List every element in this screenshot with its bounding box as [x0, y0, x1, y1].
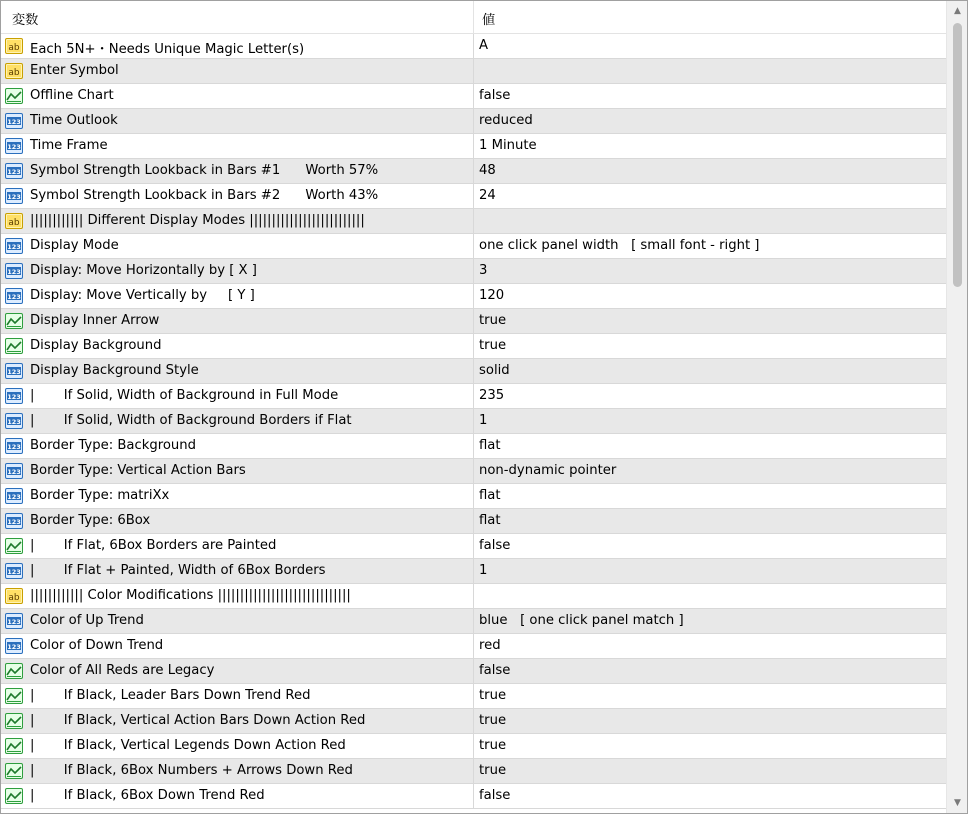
boolean-type-icon	[5, 663, 23, 679]
parameter-value[interactable]: flat	[479, 513, 501, 528]
svg-text:123: 123	[7, 568, 21, 576]
parameter-row[interactable]	[1, 284, 946, 309]
parameter-name: Each 5N+・Needs Unique Magic Letter(s)	[30, 42, 305, 57]
parameter-name: Border Type: 6Box	[30, 513, 151, 528]
column-divider	[473, 309, 474, 334]
integer-type-icon	[5, 138, 23, 154]
parameter-row[interactable]	[1, 34, 946, 59]
svg-text:ab: ab	[8, 68, 20, 78]
parameter-name: Color of Up Trend	[30, 613, 144, 628]
parameter-name: Display Background Style	[30, 363, 199, 378]
parameter-value[interactable]: 120	[479, 288, 505, 303]
boolean-type-icon	[5, 538, 23, 554]
integer-type-icon	[5, 388, 23, 404]
parameter-row[interactable]	[1, 609, 946, 634]
column-divider	[473, 734, 474, 759]
svg-text:ab: ab	[8, 43, 20, 53]
svg-text:123: 123	[7, 118, 21, 126]
integer-type-icon	[5, 638, 23, 654]
column-divider	[473, 159, 474, 184]
parameter-value[interactable]: one click panel width [ small font - right ]	[479, 238, 760, 253]
svg-text:123: 123	[7, 468, 21, 476]
integer-type-icon	[5, 613, 23, 629]
grid-header	[1, 1, 946, 34]
column-divider	[473, 459, 474, 484]
parameter-row[interactable]	[1, 759, 946, 784]
column-divider	[473, 109, 474, 134]
integer-type-icon	[5, 113, 23, 129]
boolean-type-icon	[5, 738, 23, 754]
parameter-row[interactable]	[1, 359, 946, 384]
parameter-name: Time Outlook	[30, 113, 118, 128]
parameter-name: Display: Move Horizontally by [ X ]	[30, 263, 257, 278]
parameter-value[interactable]: false	[479, 788, 511, 803]
column-divider	[473, 484, 474, 509]
parameter-value[interactable]: blue [ one click panel match ]	[479, 613, 684, 628]
column-divider	[473, 409, 474, 434]
parameter-row[interactable]	[1, 534, 946, 559]
parameter-name: Display Background	[30, 338, 162, 353]
parameters-grid	[1, 1, 946, 813]
parameter-value[interactable]: 1	[479, 413, 488, 428]
column-divider	[473, 184, 474, 209]
column-divider	[473, 334, 474, 359]
parameter-row[interactable]	[1, 184, 946, 209]
parameter-value[interactable]: true	[479, 713, 507, 728]
column-divider	[473, 84, 474, 109]
svg-text:123: 123	[7, 293, 21, 301]
string-type-icon	[5, 38, 23, 54]
column-divider	[473, 784, 474, 809]
parameter-value[interactable]: true	[479, 688, 507, 703]
svg-text:123: 123	[7, 268, 21, 276]
parameter-name: | If Black, 6Box Numbers + Arrows Down Red	[30, 763, 353, 778]
svg-text:123: 123	[7, 243, 21, 251]
parameter-value[interactable]: A	[479, 38, 489, 53]
column-header-variable[interactable]: 変数	[12, 13, 39, 28]
vertical-scrollbar[interactable]	[946, 1, 968, 813]
parameter-row[interactable]	[1, 634, 946, 659]
parameter-value[interactable]: 24	[479, 188, 496, 203]
integer-type-icon	[5, 488, 23, 504]
parameter-name: |||||||||||| Color Modifications ||||||||||||||||||||||||||||||	[30, 588, 351, 603]
integer-type-icon	[5, 263, 23, 279]
parameter-name: Border Type: Vertical Action Bars	[30, 463, 246, 478]
parameter-value[interactable]: reduced	[479, 113, 533, 128]
parameter-value[interactable]: 1	[479, 563, 488, 578]
column-divider	[473, 684, 474, 709]
svg-text:123: 123	[7, 368, 21, 376]
parameter-name: Display Inner Arrow	[30, 313, 160, 328]
integer-type-icon	[5, 188, 23, 204]
parameter-name: Enter Symbol	[30, 63, 119, 78]
column-divider	[473, 584, 474, 609]
column-divider	[473, 209, 474, 234]
integer-type-icon	[5, 238, 23, 254]
parameter-row[interactable]	[1, 684, 946, 709]
integer-type-icon	[5, 438, 23, 454]
column-divider	[473, 509, 474, 534]
parameter-value[interactable]: red	[479, 638, 501, 653]
integer-type-icon	[5, 463, 23, 479]
column-divider[interactable]	[473, 1, 474, 33]
parameter-value[interactable]: solid	[479, 363, 510, 378]
svg-text:123: 123	[7, 643, 21, 651]
parameter-value[interactable]: 235	[479, 388, 505, 403]
parameter-name: | If Flat, 6Box Borders are Painted	[30, 538, 277, 553]
parameter-name: | If Black, 6Box Down Trend Red	[30, 788, 265, 803]
parameter-row[interactable]	[1, 59, 946, 84]
column-divider	[473, 59, 474, 84]
parameter-value[interactable]: false	[479, 663, 511, 678]
scrollbar-thumb[interactable]	[953, 23, 962, 287]
integer-type-icon	[5, 363, 23, 379]
parameter-row[interactable]	[1, 334, 946, 359]
column-divider	[473, 609, 474, 634]
column-divider	[473, 534, 474, 559]
column-divider	[473, 384, 474, 409]
integer-type-icon	[5, 288, 23, 304]
boolean-type-icon	[5, 338, 23, 354]
svg-text:123: 123	[7, 443, 21, 451]
parameter-row[interactable]	[1, 84, 946, 109]
parameter-value[interactable]: true	[479, 313, 507, 328]
parameter-name: Symbol Strength Lookback in Bars #1 Worth 57%	[30, 163, 379, 178]
parameter-name: Color of All Reds are Legacy	[30, 663, 215, 678]
parameter-row[interactable]	[1, 509, 946, 534]
parameter-row[interactable]	[1, 409, 946, 434]
column-divider	[473, 709, 474, 734]
parameter-row[interactable]	[1, 484, 946, 509]
parameter-value[interactable]: false	[479, 88, 511, 103]
integer-type-icon	[5, 513, 23, 529]
svg-text:123: 123	[7, 393, 21, 401]
parameter-name: Symbol Strength Lookback in Bars #2 Worth 43%	[30, 188, 379, 203]
boolean-type-icon	[5, 713, 23, 729]
parameter-name: Border Type: Background	[30, 438, 197, 453]
parameter-value[interactable]: flat	[479, 438, 501, 453]
parameter-name: Time Frame	[30, 138, 108, 153]
svg-text:ab: ab	[8, 593, 20, 603]
parameter-row[interactable]	[1, 209, 946, 234]
parameter-row[interactable]	[1, 434, 946, 459]
parameter-row[interactable]	[1, 109, 946, 134]
parameter-name: | If Black, Vertical Action Bars Down Action Red	[30, 713, 366, 728]
parameter-row[interactable]	[1, 309, 946, 334]
boolean-type-icon	[5, 788, 23, 804]
parameter-row[interactable]	[1, 584, 946, 609]
integer-type-icon	[5, 163, 23, 179]
svg-text:123: 123	[7, 193, 21, 201]
column-divider	[473, 434, 474, 459]
svg-text:ab: ab	[8, 218, 20, 228]
parameter-row[interactable]	[1, 459, 946, 484]
parameter-row[interactable]	[1, 259, 946, 284]
svg-text:123: 123	[7, 143, 21, 151]
parameter-value[interactable]: 48	[479, 163, 496, 178]
column-divider	[473, 559, 474, 584]
column-divider	[473, 759, 474, 784]
parameter-row[interactable]	[1, 134, 946, 159]
parameter-value[interactable]: false	[479, 538, 511, 553]
parameter-value[interactable]: non-dynamic pointer	[479, 463, 617, 478]
parameter-value[interactable]: 3	[479, 263, 488, 278]
string-type-icon	[5, 63, 23, 79]
integer-type-icon	[5, 563, 23, 579]
parameter-name: Offline Chart	[30, 88, 114, 103]
parameter-name: Border Type: matriXx	[30, 488, 170, 503]
boolean-type-icon	[5, 763, 23, 779]
parameter-row[interactable]	[1, 559, 946, 584]
svg-text:123: 123	[7, 618, 21, 626]
svg-text:123: 123	[7, 418, 21, 426]
integer-type-icon	[5, 413, 23, 429]
parameter-name: Color of Down Trend	[30, 638, 164, 653]
svg-text:123: 123	[7, 168, 21, 176]
parameter-name: Display Mode	[30, 238, 119, 253]
column-divider	[473, 259, 474, 284]
parameter-row[interactable]	[1, 709, 946, 734]
parameter-value[interactable]: flat	[479, 488, 501, 503]
string-type-icon	[5, 588, 23, 604]
parameter-name: | If Black, Vertical Legends Down Action Red	[30, 738, 346, 753]
scroll-up-arrow-icon[interactable]: ▲	[954, 6, 961, 16]
column-divider	[473, 234, 474, 259]
parameter-value[interactable]: true	[479, 763, 507, 778]
column-divider	[473, 134, 474, 159]
boolean-type-icon	[5, 313, 23, 329]
boolean-type-icon	[5, 88, 23, 104]
parameter-row[interactable]	[1, 784, 946, 809]
parameter-row[interactable]	[1, 734, 946, 759]
parameter-name: | If Solid, Width of Background Borders if Flat	[30, 413, 352, 428]
parameter-name: Display: Move Vertically by [ Y ]	[30, 288, 255, 303]
scroll-down-arrow-icon[interactable]: ▼	[954, 798, 961, 808]
parameter-name: | If Solid, Width of Background in Full Mode	[30, 388, 339, 403]
column-divider	[473, 659, 474, 684]
parameter-row[interactable]	[1, 159, 946, 184]
parameter-value[interactable]: true	[479, 738, 507, 753]
parameter-row[interactable]	[1, 659, 946, 684]
column-header-value[interactable]: 値	[482, 13, 496, 28]
parameter-row[interactable]	[1, 234, 946, 259]
svg-text:123: 123	[7, 518, 21, 526]
parameter-name: | If Flat + Painted, Width of 6Box Borders	[30, 563, 326, 578]
column-divider	[473, 359, 474, 384]
boolean-type-icon	[5, 688, 23, 704]
parameter-name: |||||||||||| Different Display Modes ||||||||||||||||||||||||||	[30, 213, 365, 228]
parameter-row[interactable]	[1, 384, 946, 409]
column-divider	[473, 284, 474, 309]
column-divider	[473, 634, 474, 659]
string-type-icon	[5, 213, 23, 229]
svg-text:123: 123	[7, 493, 21, 501]
column-divider	[473, 34, 474, 59]
parameter-name: | If Black, Leader Bars Down Trend Red	[30, 688, 311, 703]
parameter-value[interactable]: 1 Minute	[479, 138, 537, 153]
parameter-value[interactable]: true	[479, 338, 507, 353]
